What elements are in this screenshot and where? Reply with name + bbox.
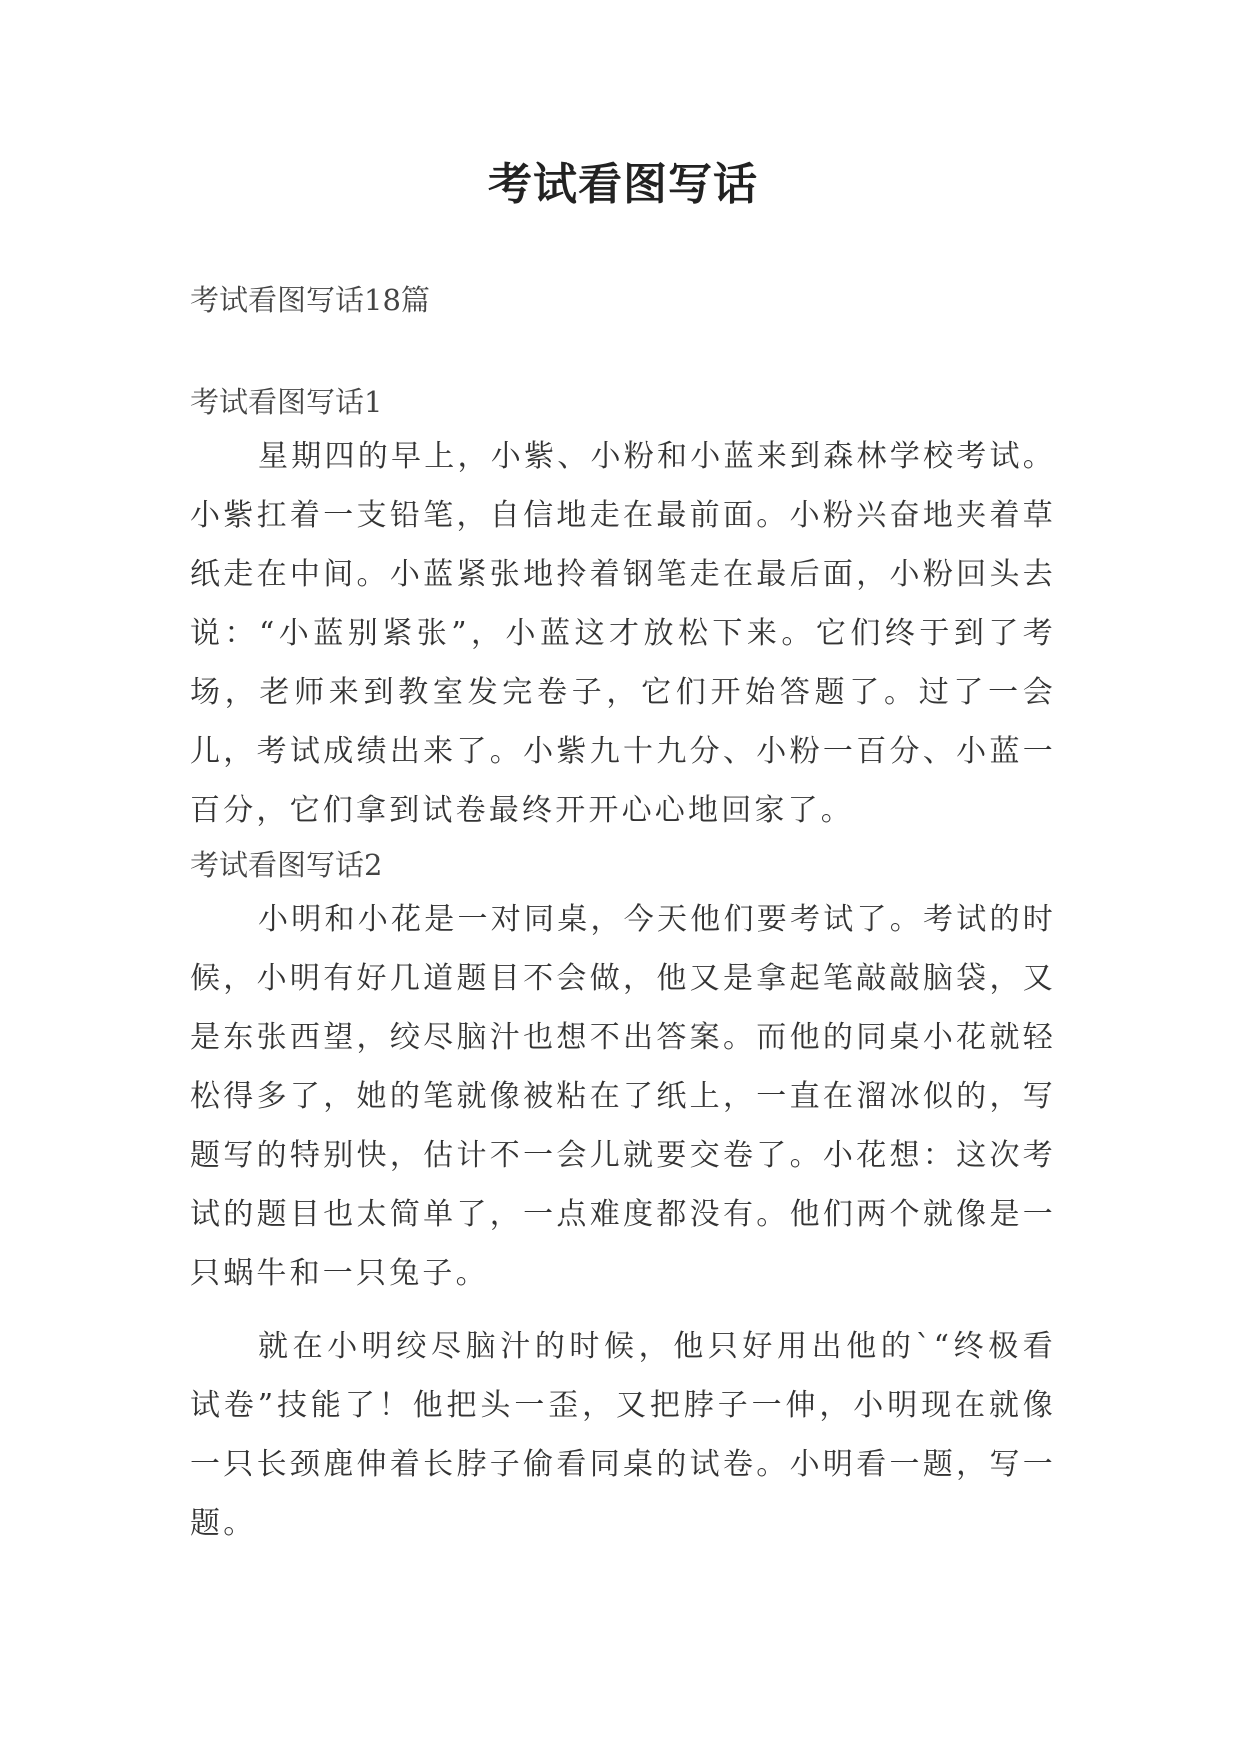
section-heading: 考试看图写话2: [190, 848, 383, 882]
section-heading: 考试看图写话1: [190, 385, 383, 419]
paragraph: 小明和小花是一对同桌，今天他们要考试了。考试的时候，小明有好几道题目不会做，他又是拿起笔敲敲脑袋，又是东张西望，绞尽脑汁也想不出答案。而他的同桌小花就轻松得多了，她的笔就像被粘在了纸上，一直在溜冰似的，写题写的特别快，估计不一会儿就要交卷了。小花想：这次考试的题目也太简单了，一点难度都没有。他们两个就像是一只蜗牛和一只兔子。: [190, 902, 1056, 1291]
document-subtitle: 考试看图写话18篇: [190, 283, 430, 317]
document-title: 考试看图写话: [488, 159, 758, 210]
paragraph: 星期四的早上，小紫、小粉和小蓝来到森林学校考试。小紫扛着一支铅笔，自信地走在最前面。小粉兴奋地夹着草纸走在中间。小蓝紧张地拎着钢笔走在最后面，小粉回头去说：“小蓝别紧张”，小蓝这才放松下来。它们终于到了考场，老师来到教室发完卷子，它们开始答题了。过了一会儿，考试成绩出来了。小紫九十九分、小粉一百分、小蓝一百分，它们拿到试卷最终开开心心地回家了。: [190, 439, 1056, 828]
document-page: [190, 150, 1056, 1553]
paragraph: 就在小明绞尽脑汁的时候，他只好用出他的`“终极看试卷”技能了！他把头一歪，又把脖子一伸，小明现在就像一只长颈鹿伸着长脖子偷看同桌的试卷。小明看一题，写一题。: [190, 1329, 1056, 1541]
essay-section-1: [190, 377, 1056, 840]
essay-section-2: [190, 840, 1056, 1553]
